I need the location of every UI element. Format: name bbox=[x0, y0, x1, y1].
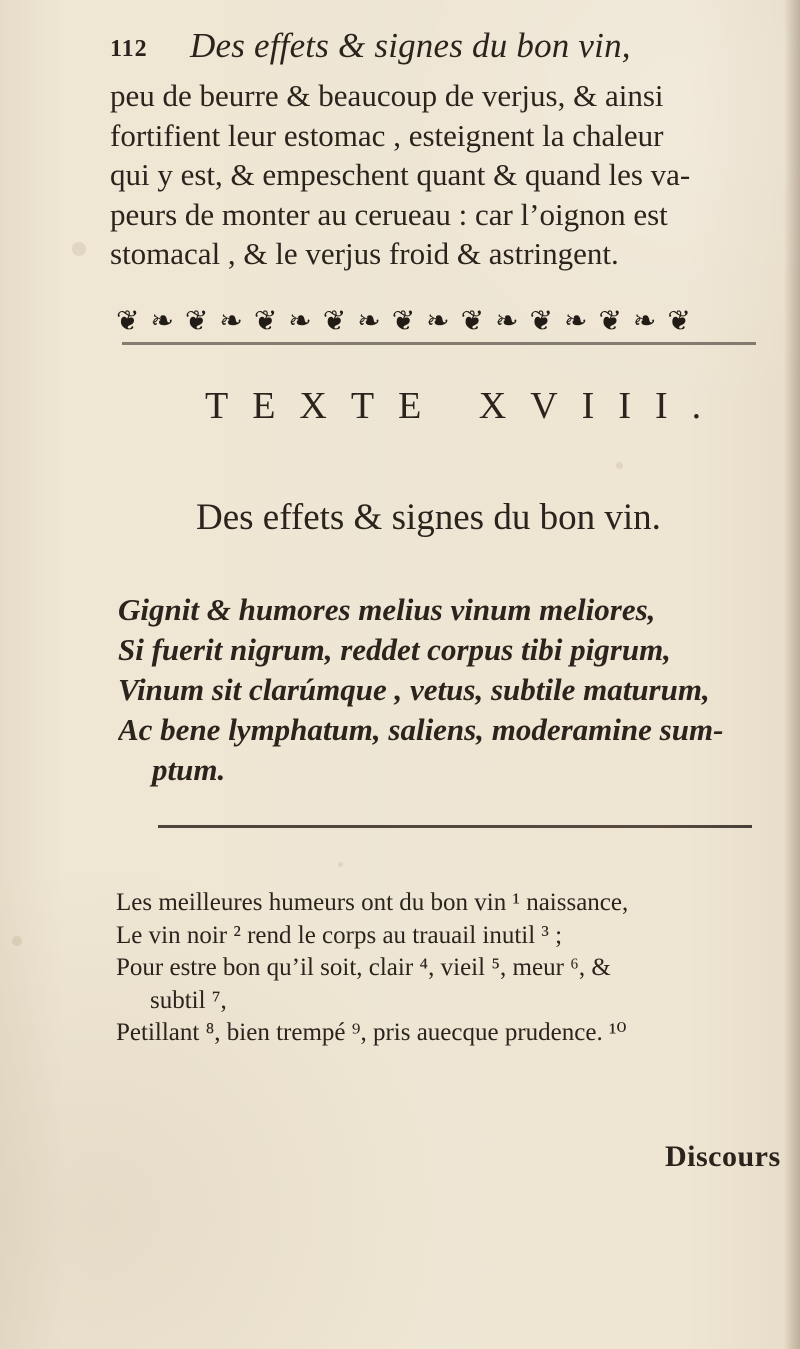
page-edge-shadow bbox=[784, 0, 800, 1349]
decorative-ornament-band bbox=[116, 300, 762, 350]
intro-line: peu de beurre & beaucoup de verjus, & ainsi bbox=[110, 78, 664, 113]
section-subheading: Des effets & signes du bon vin. bbox=[196, 497, 661, 538]
latin-verse-block bbox=[118, 590, 768, 790]
paper-spot bbox=[338, 862, 343, 867]
latin-line: Ac bene lymphatum, saliens, moderamine sum- bbox=[118, 712, 724, 747]
ornament-underline bbox=[122, 342, 756, 345]
paper-spot bbox=[12, 936, 22, 946]
translation-line: subtil ⁷, bbox=[150, 986, 227, 1014]
section-divider bbox=[158, 825, 752, 828]
catchword: Discours bbox=[665, 1140, 781, 1173]
latin-line: Si fuerit nigrum, reddet corpus tibi pigrum, bbox=[118, 632, 671, 667]
translation-line: Petillant ⁸, bien trempé ⁹, pris auecque prudence. ¹⁰ bbox=[116, 1019, 627, 1046]
section-heading: TEXTE XVIII. bbox=[205, 385, 726, 427]
intro-line: qui y est, & empeschent quant & quand les va- bbox=[110, 157, 691, 192]
running-head-title: Des effets & signes du bon vin, bbox=[190, 26, 631, 65]
paper-spot bbox=[72, 242, 86, 256]
latin-line: Gignit & humores melius vinum meliores, bbox=[118, 592, 656, 627]
translation-line: Les meilleures humeurs ont du bon vin ¹ naissance, bbox=[116, 889, 629, 916]
paper-spot bbox=[616, 462, 623, 469]
page-number: 112 bbox=[110, 36, 148, 62]
intro-paragraph bbox=[110, 76, 760, 274]
translation-line: Le vin noir ² rend le corps au trauail inutil ³ ; bbox=[116, 921, 563, 949]
latin-line: ptum. bbox=[152, 752, 226, 787]
intro-line: fortifient leur estomac , esteignent la chaleur bbox=[110, 117, 664, 153]
intro-line: peurs de monter au cerueau : car l’oignon est bbox=[110, 196, 668, 232]
french-translation-block bbox=[116, 887, 766, 1050]
ornament-icon-row: ❦ ❧ ❦ ❧ ❦ ❧ ❦ ❧ ❦ ❧ ❦ ❧ ❦ ❧ ❦ ❧ ❦ bbox=[116, 306, 693, 337]
latin-line: Vinum sit clarúmque , vetus, subtile maturum, bbox=[118, 672, 710, 707]
translation-line: Pour estre bon qu’il soit, clair ⁴, vieil ⁵, meur ⁶, & bbox=[116, 954, 611, 981]
running-head bbox=[110, 22, 690, 70]
intro-line: stomacal , & le verjus froid & astringent. bbox=[110, 236, 619, 271]
